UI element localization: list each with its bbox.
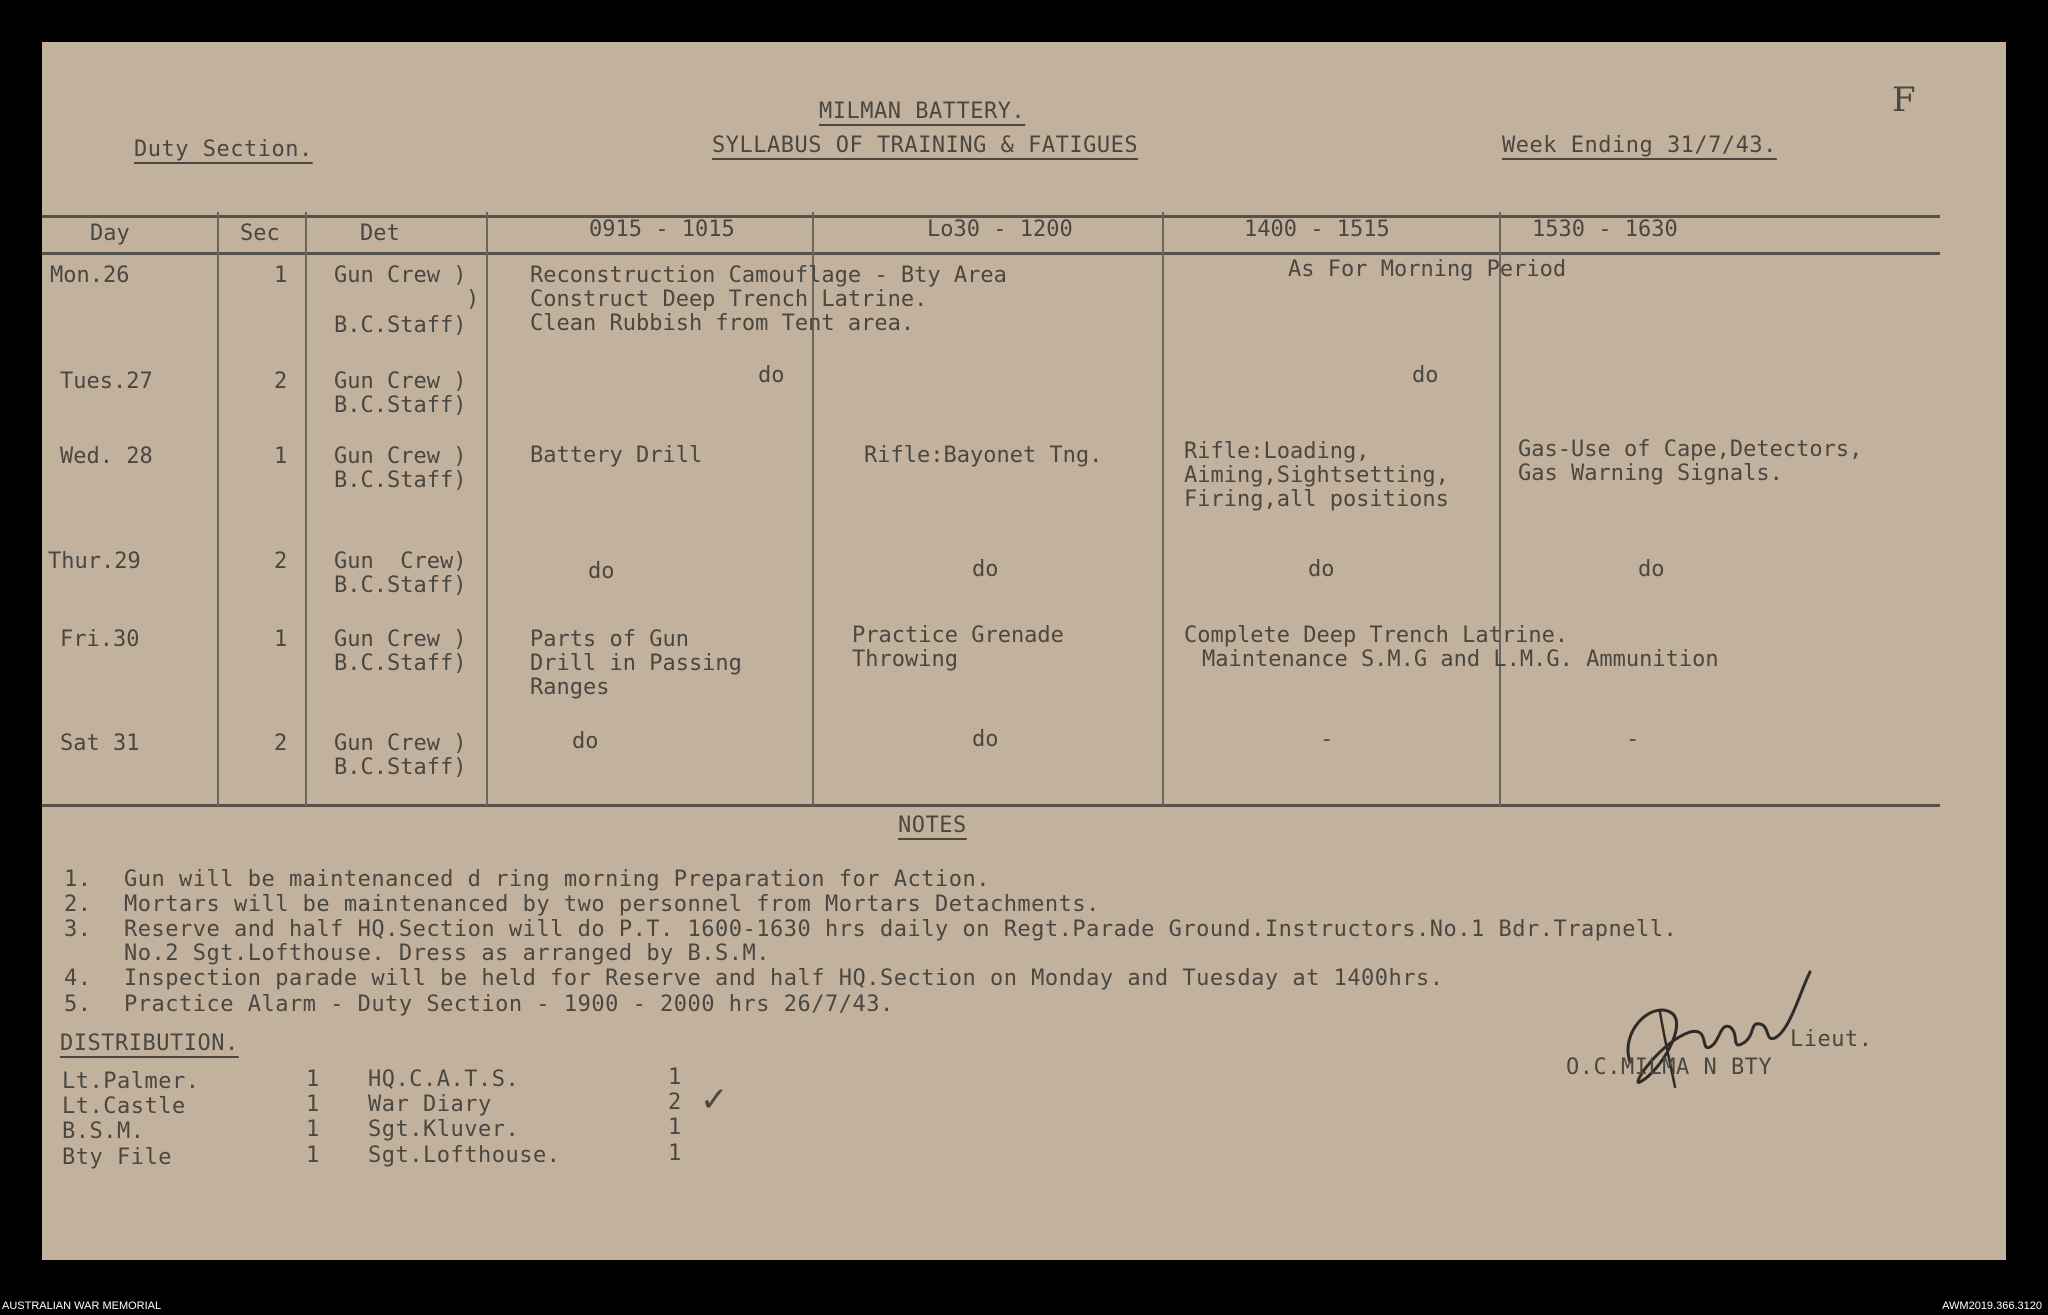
table-row-sec: 1 [274,263,288,288]
distribution-count: 2 [668,1090,682,1115]
table-row-det: B.C.Staff) [334,651,467,676]
table-cell: do [1308,557,1335,582]
table-row-day: Sat 31 [60,731,140,756]
table-row-day: Wed. 28 [60,444,153,469]
table-row-sec: 1 [274,444,288,469]
table-row-det: B.C.Staff) [334,468,467,493]
signatory-unit: O.C.MILMA N BTY [1566,1055,1773,1080]
table-cell: Maintenance S.M.G and L.M.G. Ammunition [1202,647,1719,672]
table-cell: Rifle:Bayonet Tng. [864,443,1103,468]
table-row-det: ) [466,287,480,312]
distribution-count: 1 [668,1115,682,1140]
table-cell: Parts of Gun [530,627,689,652]
table-row-det: Gun Crew ) [334,263,467,288]
duty-section-label: Duty Section. [134,137,313,162]
distribution-count: 1 [306,1117,320,1142]
table-cell: Throwing [852,647,958,672]
column-header-1030: Lo30 - 1200 [927,217,1073,242]
note-number: 3. [64,917,92,942]
table-row-day: Fri.30 [60,627,140,652]
distribution-heading: DISTRIBUTION. [60,1031,239,1056]
table-cell: Practice Grenade [852,623,1064,648]
table-column-divider [486,212,488,806]
table-row-det: Gun Crew ) [334,444,467,469]
table-column-divider [1499,212,1501,806]
distribution-name: Sgt.Kluver. [368,1117,520,1142]
distribution-count: 1 [668,1141,682,1166]
distribution-count: 1 [306,1143,320,1168]
table-row-det: Gun Crew ) [334,369,467,394]
table-row-sec: 2 [274,731,288,756]
archive-reference: AWM2019.366.3120 [1942,1300,2042,1312]
table-row-sec: 2 [274,369,288,394]
table-cell: Gas Warning Signals. [1518,461,1783,486]
table-cell: Battery Drill [530,443,703,468]
column-header-day: Day [90,221,130,246]
table-row-det: B.C.Staff) [334,393,467,418]
table-cell: As For Morning Period [1288,257,1567,282]
table-cell: do [972,557,999,582]
note-text: Inspection parade will be held for Reserve and half HQ.Section on Monday and Tuesday at 1400hrs. [124,966,1444,991]
note-number: 5. [64,992,92,1017]
distribution-name: War Diary [368,1092,492,1117]
document-sheet [42,42,2006,1260]
corner-mark: F [1892,80,1917,120]
note-number: 2. [64,892,92,917]
table-cell: do [1412,363,1439,388]
table-cell: Gas-Use of Cape,Detectors, [1518,437,1863,462]
tick-mark: ✓ [700,1080,729,1120]
table-row-day: Tues.27 [60,369,153,394]
table-row-det: B.C.Staff) [334,573,467,598]
table-cell: do [972,727,999,752]
distribution-count: 1 [668,1065,682,1090]
note-text: Gun will be maintenanced d ring morning Preparation for Action. [124,867,990,892]
table-row-det: Gun Crew) [334,549,467,574]
note-text: Reserve and half HQ.Section will do P.T. 1600-1630 hrs daily on Regt.Parade Ground.Instructors.No.1 Bdr.Trapnell. [124,917,1678,942]
table-cell: do [1638,557,1665,582]
table-bottom-rule [42,804,1940,807]
table-cell: do [588,559,615,584]
column-header-det: Det [360,221,400,246]
document-title: MILMAN BATTERY. [819,99,1026,124]
distribution-name: Lt.Palmer. [62,1069,200,1094]
table-cell: Clean Rubbish from Tent area. [530,311,915,336]
table-cell: Aiming,Sightsetting, [1184,463,1449,488]
column-header-0915: 0915 - 1015 [589,217,735,242]
table-cell: - [1626,727,1640,752]
column-header-1400: 1400 - 1515 [1244,217,1390,242]
table-row-det: B.C.Staff) [334,755,467,780]
table-column-divider [217,212,219,806]
table-cell: Rifle:Loading, [1184,439,1370,464]
table-column-divider [1162,212,1164,806]
table-row-day: Mon.26 [50,263,130,288]
notes-heading: NOTES [898,813,967,838]
table-cell: Drill in Passing [530,651,742,676]
table-header-rule [42,252,1940,255]
table-cell: Construct Deep Trench Latrine. [530,287,928,312]
table-column-divider [305,212,307,806]
table-cell: Firing,all positions [1184,487,1449,512]
column-header-sec: Sec [240,221,280,246]
distribution-name: Sgt.Lofthouse. [368,1143,561,1168]
document-subtitle: SYLLABUS OF TRAINING & FATIGUES [712,133,1139,158]
table-cell: Ranges [530,675,610,700]
note-number: 1. [64,867,92,892]
table-row-det: Gun Crew ) [334,627,467,652]
table-cell: do [758,363,785,388]
table-row-sec: 2 [274,549,288,574]
table-row-det: B.C.Staff) [334,313,467,338]
table-row-sec: 1 [274,627,288,652]
distribution-name: HQ.C.A.T.S. [368,1067,520,1092]
note-text: Mortars will be maintenanced by two personnel from Mortars Detachments. [124,892,1100,917]
distribution-name: Lt.Castle [62,1094,186,1119]
note-text: Practice Alarm - Duty Section - 1900 - 2000 hrs 26/7/43. [124,992,894,1017]
distribution-count: 1 [306,1092,320,1117]
signatory-rank: Lieut. [1790,1027,1873,1052]
distribution-name: Bty File [62,1145,172,1170]
distribution-name: B.S.M. [62,1119,145,1144]
table-cell: Reconstruction Camouflage - Bty Area [530,263,1007,288]
archive-credit: AUSTRALIAN WAR MEMORIAL [2,1300,162,1312]
table-cell: Complete Deep Trench Latrine. [1184,623,1569,648]
note-text-continued: No.2 Sgt.Lofthouse. Dress as arranged by B.S.M. [124,941,771,966]
table-cell: - [1320,727,1334,752]
table-cell: do [572,729,599,754]
note-number: 4. [64,966,92,991]
week-ending-label: Week Ending 31/7/43. [1502,133,1777,158]
column-header-1530: 1530 - 1630 [1532,217,1678,242]
table-row-day: Thur.29 [48,549,141,574]
distribution-count: 1 [306,1067,320,1092]
table-row-det: Gun Crew ) [334,731,467,756]
